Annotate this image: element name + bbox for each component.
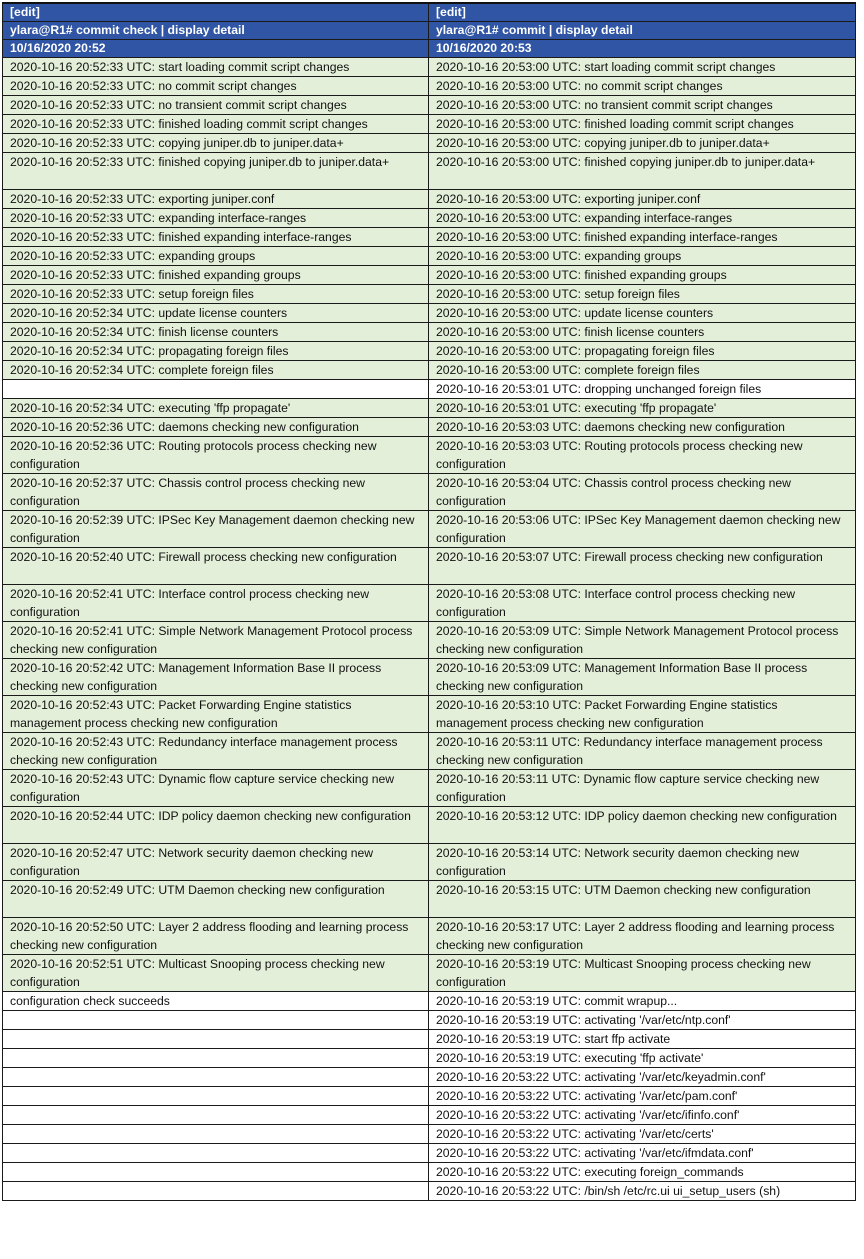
right-time-cell: 10/16/2020 20:53 xyxy=(429,40,856,58)
log-row xyxy=(3,380,856,399)
log-row xyxy=(3,418,856,437)
right-log-cell: 2020-10-16 20:53:00 UTC: finished expanding interface-ranges xyxy=(429,228,856,247)
right-log-cell: 2020-10-16 20:53:19 UTC: executing 'ffp activate' xyxy=(429,1049,856,1068)
left-log-cell: 2020-10-16 20:52:41 UTC: Interface control process checking new configuration xyxy=(3,585,429,622)
left-log-cell xyxy=(3,1049,429,1068)
right-log-cell: 2020-10-16 20:53:15 UTC: UTM Daemon checking new configuration xyxy=(429,881,856,918)
left-log-cell: 2020-10-16 20:52:50 UTC: Layer 2 address flooding and learning process checking new configuration xyxy=(3,918,429,955)
right-log-cell: 2020-10-16 20:53:14 UTC: Network security daemon checking new configuration xyxy=(429,844,856,881)
left-log-cell xyxy=(3,1144,429,1163)
right-log-cell: 2020-10-16 20:53:22 UTC: activating '/var/etc/ifmdata.conf' xyxy=(429,1144,856,1163)
right-mode-cell: [edit] xyxy=(429,3,856,22)
log-row xyxy=(3,548,856,585)
log-row xyxy=(3,399,856,418)
left-log-cell: 2020-10-16 20:52:33 UTC: copying juniper.db to juniper.data+ xyxy=(3,134,429,153)
left-log-cell xyxy=(3,1163,429,1182)
right-log-cell: 2020-10-16 20:53:00 UTC: finished expanding groups xyxy=(429,266,856,285)
log-row xyxy=(3,1144,856,1163)
log-row xyxy=(3,992,856,1011)
right-log-cell: 2020-10-16 20:53:19 UTC: Multicast Snooping process checking new configuration xyxy=(429,955,856,992)
comparison-table-body xyxy=(3,3,856,1201)
log-row xyxy=(3,77,856,96)
left-log-cell: 2020-10-16 20:52:43 UTC: Dynamic flow capture service checking new configuration xyxy=(3,770,429,807)
left-log-cell xyxy=(3,1106,429,1125)
log-row xyxy=(3,844,856,881)
log-row xyxy=(3,1068,856,1087)
left-log-cell: 2020-10-16 20:52:37 UTC: Chassis control process checking new configuration xyxy=(3,474,429,511)
left-log-cell: 2020-10-16 20:52:39 UTC: IPSec Key Management daemon checking new configuration xyxy=(3,511,429,548)
right-log-cell: 2020-10-16 20:53:22 UTC: activating '/var/etc/keyadmin.conf' xyxy=(429,1068,856,1087)
right-log-cell: 2020-10-16 20:53:19 UTC: start ffp activate xyxy=(429,1030,856,1049)
left-log-cell: 2020-10-16 20:52:33 UTC: expanding groups xyxy=(3,247,429,266)
left-log-cell: 2020-10-16 20:52:33 UTC: finished expanding groups xyxy=(3,266,429,285)
left-log-cell: 2020-10-16 20:52:43 UTC: Redundancy interface management process checking new configuration xyxy=(3,733,429,770)
right-log-cell: 2020-10-16 20:53:00 UTC: no transient commit script changes xyxy=(429,96,856,115)
right-log-cell: 2020-10-16 20:53:22 UTC: /bin/sh /etc/rc.ui ui_setup_users (sh) xyxy=(429,1182,856,1201)
right-log-cell: 2020-10-16 20:53:00 UTC: no commit script changes xyxy=(429,77,856,96)
right-log-cell: 2020-10-16 20:53:17 UTC: Layer 2 address flooding and learning process checking new configuration xyxy=(429,918,856,955)
right-log-cell: 2020-10-16 20:53:00 UTC: finish license counters xyxy=(429,323,856,342)
right-log-cell: 2020-10-16 20:53:00 UTC: expanding interface-ranges xyxy=(429,209,856,228)
right-log-cell: 2020-10-16 20:53:11 UTC: Dynamic flow capture service checking new configuration xyxy=(429,770,856,807)
right-log-cell: 2020-10-16 20:53:00 UTC: setup foreign files xyxy=(429,285,856,304)
left-log-cell: 2020-10-16 20:52:33 UTC: no commit script changes xyxy=(3,77,429,96)
left-command-cell: ylara@R1# commit check | display detail xyxy=(3,22,429,40)
right-log-cell: 2020-10-16 20:53:00 UTC: finished copying juniper.db to juniper.data+ xyxy=(429,153,856,190)
right-log-cell: 2020-10-16 20:53:19 UTC: activating '/var/etc/ntp.conf' xyxy=(429,1011,856,1030)
right-log-cell: 2020-10-16 20:53:03 UTC: Routing protocols process checking new configuration xyxy=(429,437,856,474)
log-row xyxy=(3,228,856,247)
header-mode-row xyxy=(3,3,856,22)
log-row xyxy=(3,1030,856,1049)
right-log-cell: 2020-10-16 20:53:09 UTC: Simple Network Management Protocol process checking new configuration xyxy=(429,622,856,659)
left-log-cell: 2020-10-16 20:52:34 UTC: update license counters xyxy=(3,304,429,323)
log-row xyxy=(3,770,856,807)
left-log-cell: 2020-10-16 20:52:34 UTC: finish license counters xyxy=(3,323,429,342)
log-row xyxy=(3,585,856,622)
left-log-cell: 2020-10-16 20:52:33 UTC: finished copying juniper.db to juniper.data+ xyxy=(3,153,429,190)
right-log-cell: 2020-10-16 20:53:22 UTC: activating '/var/etc/certs' xyxy=(429,1125,856,1144)
right-log-cell: 2020-10-16 20:53:00 UTC: propagating foreign files xyxy=(429,342,856,361)
log-row xyxy=(3,247,856,266)
log-row xyxy=(3,323,856,342)
left-log-cell: 2020-10-16 20:52:33 UTC: finished loading commit script changes xyxy=(3,115,429,134)
left-log-cell xyxy=(3,1068,429,1087)
right-log-cell: 2020-10-16 20:53:00 UTC: update license counters xyxy=(429,304,856,323)
left-log-cell: 2020-10-16 20:52:33 UTC: setup foreign files xyxy=(3,285,429,304)
log-row xyxy=(3,622,856,659)
left-log-cell: 2020-10-16 20:52:33 UTC: start loading commit script changes xyxy=(3,58,429,77)
log-row xyxy=(3,1049,856,1068)
log-row xyxy=(3,58,856,77)
left-log-cell: 2020-10-16 20:52:36 UTC: Routing protocols process checking new configuration xyxy=(3,437,429,474)
log-row xyxy=(3,134,856,153)
log-row xyxy=(3,955,856,992)
left-log-cell: 2020-10-16 20:52:33 UTC: finished expanding interface-ranges xyxy=(3,228,429,247)
right-log-cell: 2020-10-16 20:53:07 UTC: Firewall process checking new configuration xyxy=(429,548,856,585)
left-log-cell: 2020-10-16 20:52:34 UTC: executing 'ffp propagate' xyxy=(3,399,429,418)
left-log-cell: 2020-10-16 20:52:36 UTC: daemons checking new configuration xyxy=(3,418,429,437)
right-log-cell: 2020-10-16 20:53:00 UTC: start loading commit script changes xyxy=(429,58,856,77)
right-log-cell: 2020-10-16 20:53:19 UTC: commit wrapup... xyxy=(429,992,856,1011)
left-log-cell: 2020-10-16 20:52:47 UTC: Network security daemon checking new configuration xyxy=(3,844,429,881)
log-row xyxy=(3,733,856,770)
left-log-cell xyxy=(3,1087,429,1106)
left-log-cell xyxy=(3,1030,429,1049)
right-log-cell: 2020-10-16 20:53:06 UTC: IPSec Key Management daemon checking new configuration xyxy=(429,511,856,548)
right-log-cell: 2020-10-16 20:53:22 UTC: activating '/var/etc/ifinfo.conf' xyxy=(429,1106,856,1125)
left-log-cell: 2020-10-16 20:52:49 UTC: UTM Daemon checking new configuration xyxy=(3,881,429,918)
log-row xyxy=(3,304,856,323)
header-time-row xyxy=(3,40,856,58)
left-mode-cell: [edit] xyxy=(3,3,429,22)
left-log-cell: 2020-10-16 20:52:33 UTC: exporting juniper.conf xyxy=(3,190,429,209)
left-time-cell: 10/16/2020 20:52 xyxy=(3,40,429,58)
left-log-cell: 2020-10-16 20:52:34 UTC: propagating foreign files xyxy=(3,342,429,361)
right-log-cell: 2020-10-16 20:53:22 UTC: activating '/var/etc/pam.conf' xyxy=(429,1087,856,1106)
log-row xyxy=(3,1163,856,1182)
log-row xyxy=(3,1125,856,1144)
right-log-cell: 2020-10-16 20:53:08 UTC: Interface control process checking new configuration xyxy=(429,585,856,622)
left-log-cell: 2020-10-16 20:52:41 UTC: Simple Network Management Protocol process checking new configuration xyxy=(3,622,429,659)
left-log-cell: 2020-10-16 20:52:43 UTC: Packet Forwarding Engine statistics management process checking new configuration xyxy=(3,696,429,733)
left-log-cell: 2020-10-16 20:52:33 UTC: no transient commit script changes xyxy=(3,96,429,115)
left-log-cell: 2020-10-16 20:52:42 UTC: Management Information Base II process checking new configuration xyxy=(3,659,429,696)
right-log-cell: 2020-10-16 20:53:03 UTC: daemons checking new configuration xyxy=(429,418,856,437)
log-row xyxy=(3,190,856,209)
log-row xyxy=(3,918,856,955)
left-log-cell xyxy=(3,1125,429,1144)
right-log-cell: 2020-10-16 20:53:00 UTC: complete foreign files xyxy=(429,361,856,380)
right-log-cell: 2020-10-16 20:53:11 UTC: Redundancy interface management process checking new configuration xyxy=(429,733,856,770)
right-log-cell: 2020-10-16 20:53:12 UTC: IDP policy daemon checking new configuration xyxy=(429,807,856,844)
left-log-cell: configuration check succeeds xyxy=(3,992,429,1011)
log-row xyxy=(3,96,856,115)
left-log-cell: 2020-10-16 20:52:44 UTC: IDP policy daemon checking new configuration xyxy=(3,807,429,844)
right-log-cell: 2020-10-16 20:53:00 UTC: expanding groups xyxy=(429,247,856,266)
left-log-cell xyxy=(3,380,429,399)
log-row xyxy=(3,511,856,548)
right-log-cell: 2020-10-16 20:53:09 UTC: Management Information Base II process checking new configuration xyxy=(429,659,856,696)
right-command-cell: ylara@R1# commit | display detail xyxy=(429,22,856,40)
log-row xyxy=(3,474,856,511)
right-log-cell: 2020-10-16 20:53:22 UTC: executing foreign_commands xyxy=(429,1163,856,1182)
log-row xyxy=(3,115,856,134)
log-row xyxy=(3,209,856,228)
log-row xyxy=(3,1106,856,1125)
left-log-cell: 2020-10-16 20:52:33 UTC: expanding interface-ranges xyxy=(3,209,429,228)
right-log-cell: 2020-10-16 20:53:00 UTC: exporting juniper.conf xyxy=(429,190,856,209)
log-row xyxy=(3,1011,856,1030)
log-row xyxy=(3,881,856,918)
log-row xyxy=(3,1182,856,1201)
log-row xyxy=(3,696,856,733)
right-log-cell: 2020-10-16 20:53:04 UTC: Chassis control process checking new configuration xyxy=(429,474,856,511)
right-log-cell: 2020-10-16 20:53:01 UTC: dropping unchanged foreign files xyxy=(429,380,856,399)
right-log-cell: 2020-10-16 20:53:00 UTC: finished loading commit script changes xyxy=(429,115,856,134)
log-row xyxy=(3,437,856,474)
commit-comparison-table xyxy=(2,2,856,1201)
log-row xyxy=(3,361,856,380)
log-row xyxy=(3,807,856,844)
log-row xyxy=(3,342,856,361)
right-log-cell: 2020-10-16 20:53:00 UTC: copying juniper.db to juniper.data+ xyxy=(429,134,856,153)
left-log-cell xyxy=(3,1182,429,1201)
right-log-cell: 2020-10-16 20:53:01 UTC: executing 'ffp propagate' xyxy=(429,399,856,418)
log-row xyxy=(3,153,856,190)
log-row xyxy=(3,285,856,304)
header-command-row xyxy=(3,22,856,40)
log-row xyxy=(3,1087,856,1106)
right-log-cell: 2020-10-16 20:53:10 UTC: Packet Forwarding Engine statistics management process checking new configuration xyxy=(429,696,856,733)
left-log-cell: 2020-10-16 20:52:34 UTC: complete foreign files xyxy=(3,361,429,380)
log-row xyxy=(3,266,856,285)
left-log-cell xyxy=(3,1011,429,1030)
left-log-cell: 2020-10-16 20:52:51 UTC: Multicast Snooping process checking new configuration xyxy=(3,955,429,992)
left-log-cell: 2020-10-16 20:52:40 UTC: Firewall process checking new configuration xyxy=(3,548,429,585)
log-row xyxy=(3,659,856,696)
